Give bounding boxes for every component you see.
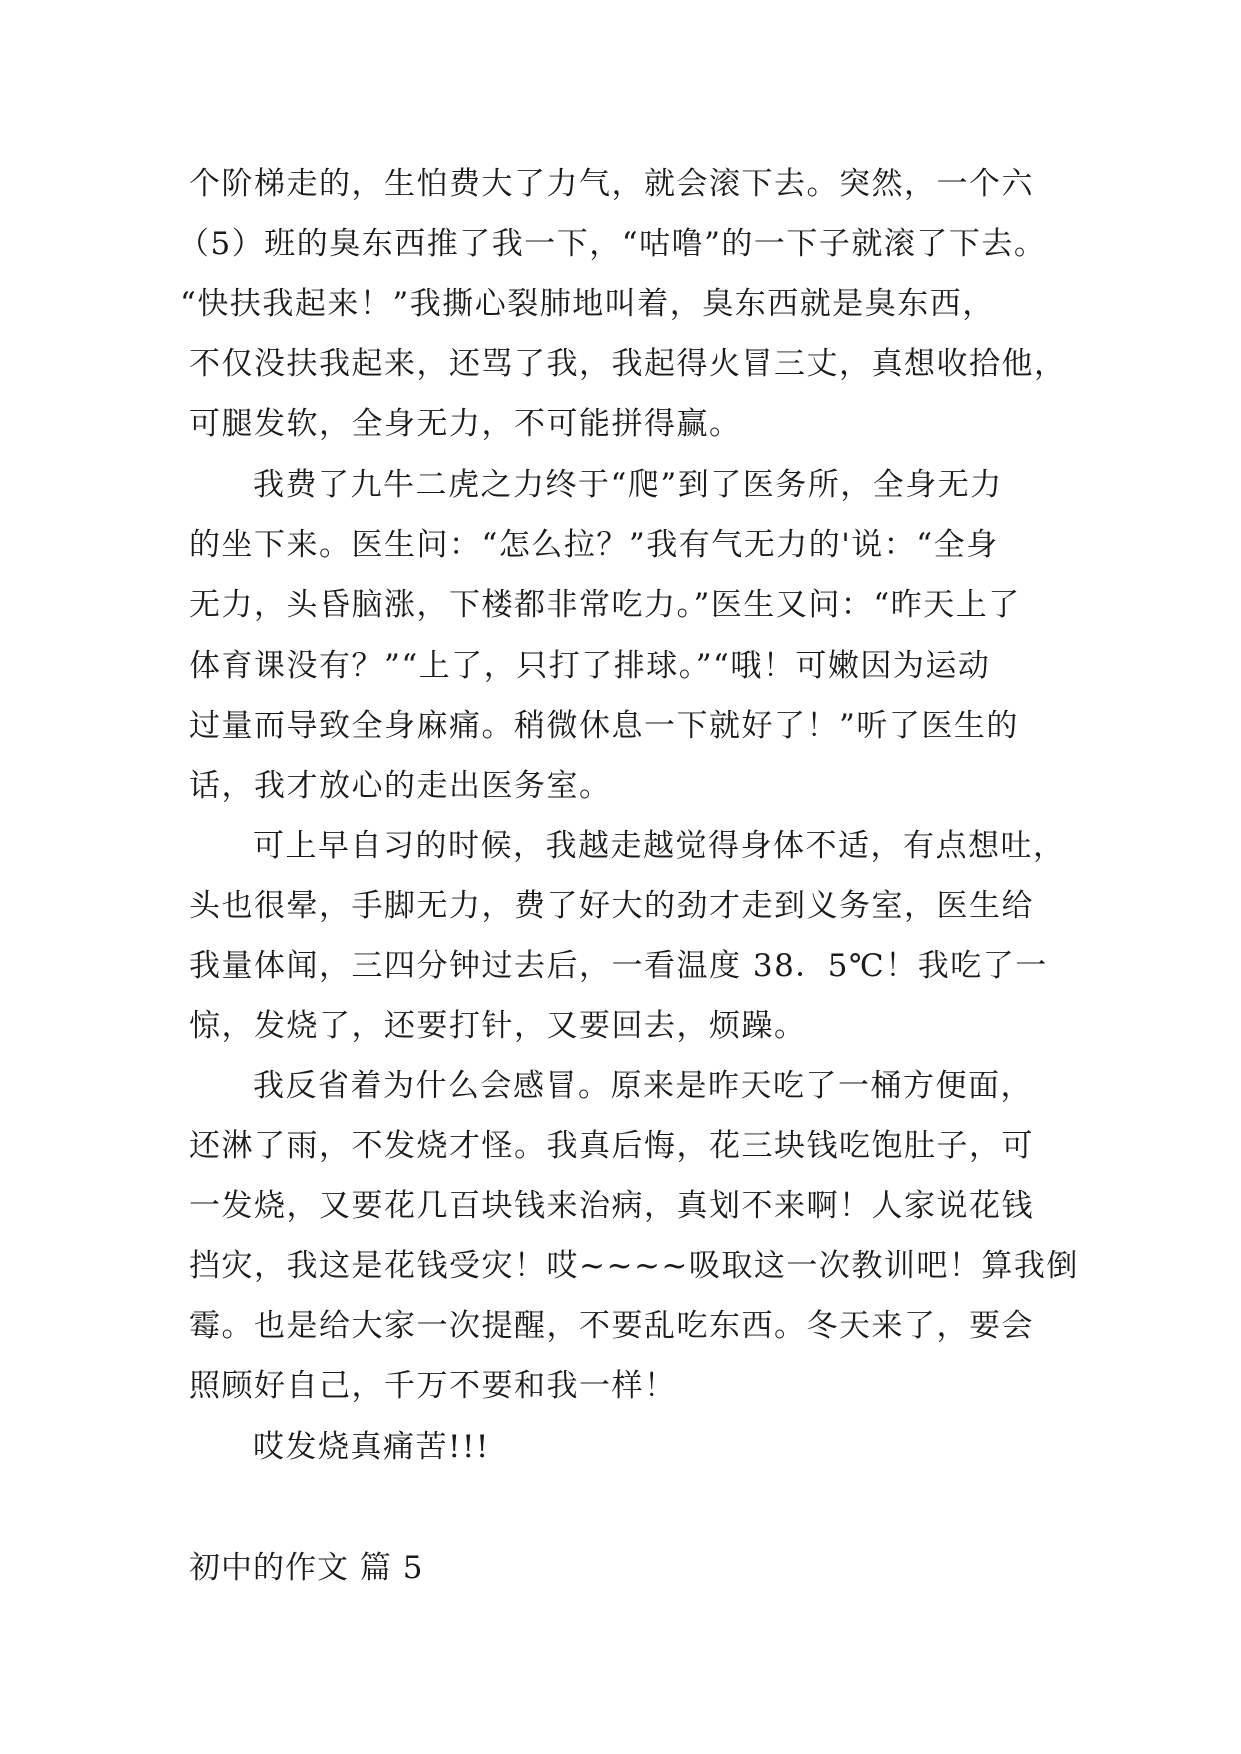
text-line: 惊，发烧了，还要打针，又要回去，烦躁。 (189, 1008, 807, 1044)
paragraph-first-line: 我反省着为什么会感冒。原来是昨天吃了一桶方便面， (253, 1068, 1033, 1104)
text-line: 挡灾，我这是花钱受灾！哎~~~~吸取这一次教训吧！算我倒 (189, 1248, 1079, 1284)
text-line: 不仅没扶我起来，还骂了我，我起得火冒三丈，真想收拾他， (189, 346, 1067, 382)
paragraph-first-line: 我费了九牛二虎之力终于“爬”到了医务所，全身无力 (253, 467, 1003, 503)
text-line: 头也很晕，手脚无力，费了好大的劲才走到义务室，医生给 (189, 888, 1034, 924)
text-line: 照顾好自己，千万不要和我一样！ (189, 1368, 677, 1404)
text-line: （5）班的臭东西推了我一下，“咕噜”的一下子就滚了下去。 (178, 226, 1047, 262)
text-line: 还淋了雨，不发烧才怪。我真后悔，花三块钱吃饱肚子，可 (189, 1128, 1034, 1164)
section-heading: 初中的作文 篇 5 (189, 1550, 424, 1586)
text-line: 体育课没有？”“上了，只打了排球。”“哦！可嫩因为运动 (189, 648, 991, 684)
text-line: 我量体闻，三四分钟过去后，一看温度 38．5℃！我吃了一 (189, 948, 1048, 984)
text-line: 的坐下来。医生问：“怎么拉？”我有气无力的'说：“全身 (189, 527, 999, 563)
paragraph-first-line: 可上早自习的时候，我越走越觉得身体不适，有点想吐， (253, 828, 1066, 864)
text-line: 过量而导致全身麻痛。稍微休息一下就好了！”听了医生的 (189, 708, 1019, 744)
paragraph-first-line: 哎发烧真痛苦!!! (253, 1429, 490, 1465)
text-line: 话，我才放心的走出医务室。 (189, 768, 612, 804)
text-line: 一发烧，又要花几百块钱来治病，真划不来啊！人家说花钱 (189, 1188, 1034, 1224)
text-line: 个阶梯走的，生怕费大了力气，就会滚下去。突然，一个六 (189, 166, 1034, 202)
text-line: “快扶我起来！”我撕心裂肺地叫着，臭东西就是臭东西， (180, 286, 995, 322)
text-line: 可腿发软，全身无力，不可能拼得赢。 (189, 406, 742, 442)
text-line: 无力，头昏脑涨，下楼都非常吃力。”医生又问：“昨天上了 (189, 587, 1021, 623)
text-line: 霉。也是给大家一次提醒，不要乱吃东西。冬天来了，要会 (189, 1308, 1034, 1344)
